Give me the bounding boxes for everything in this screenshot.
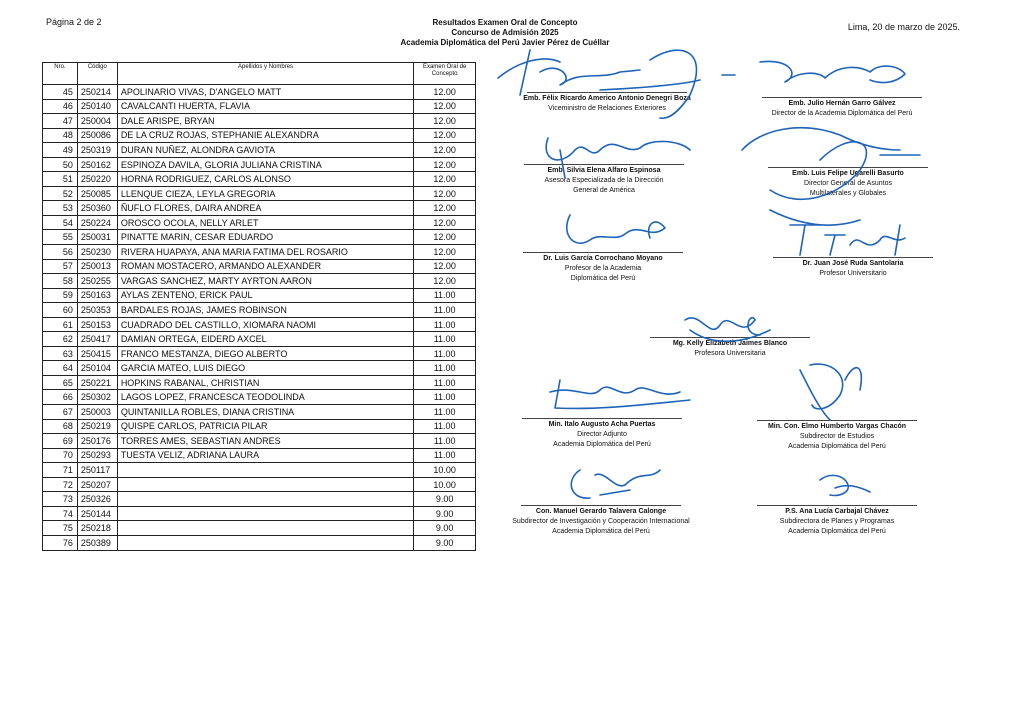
row-code: 250144 [77, 506, 117, 521]
row-number: 68 [43, 419, 78, 434]
row-code: 250319 [77, 143, 117, 158]
row-code: 250293 [77, 448, 117, 463]
row-name: HORNA RODRIGUEZ, CARLOS ALONSO [117, 172, 413, 187]
row-code: 250104 [77, 361, 117, 376]
signature-stroke-11 [820, 475, 870, 495]
row-code: 250163 [77, 288, 117, 303]
row-number: 45 [43, 85, 78, 100]
row-code: 250162 [77, 157, 117, 172]
row-name: HOPKINS RABANAL, CHRISTIAN [117, 375, 413, 390]
row-name: RIVERA HUAPAYA, ANA MARIA FATIMA DEL ROSARIO [117, 245, 413, 260]
signatory-role: Subdirector de Investigación y Cooperación Internacional [512, 518, 690, 525]
row-score: 11.00 [414, 434, 476, 449]
row-code: 250176 [77, 434, 117, 449]
header-examen: Examen Oral de Concepto [414, 63, 476, 85]
row-score: 12.00 [414, 172, 476, 187]
row-score: 12.00 [414, 99, 476, 114]
row-score: 11.00 [414, 419, 476, 434]
signatory-role-2: Academia Diplomática del Perú [788, 528, 886, 535]
row-number: 54 [43, 215, 78, 230]
signatory-role: Viceministro de Relaciones Exteriores [548, 105, 666, 112]
row-code: 250389 [77, 535, 117, 550]
row-code: 250353 [77, 303, 117, 318]
row-name: AYLAS ZENTENO, ERICK PAUL [117, 288, 413, 303]
signature-stroke-5 [567, 215, 665, 243]
row-number: 63 [43, 346, 78, 361]
row-number: 67 [43, 405, 78, 420]
row-name: FRANCO MESTANZA, DIEGO ALBERTO [117, 346, 413, 361]
row-name: ESPINOZA DAVILA, GLORIA JULIANA CRISTINA [117, 157, 413, 172]
row-number: 49 [43, 143, 78, 158]
row-number: 59 [43, 288, 78, 303]
row-score: 12.00 [414, 215, 476, 230]
row-score: 11.00 [414, 405, 476, 420]
signatory-role-2: Academia Diplomática del Perú [552, 528, 650, 535]
row-name: ÑUFLO FLORES, DAIRA ANDREA [117, 201, 413, 216]
row-number: 50 [43, 157, 78, 172]
row-number: 74 [43, 506, 78, 521]
row-score: 11.00 [414, 332, 476, 347]
row-code: 250302 [77, 390, 117, 405]
row-score: 12.00 [414, 230, 476, 245]
row-code: 250230 [77, 245, 117, 260]
row-score: 11.00 [414, 361, 476, 376]
row-name: CUADRADO DEL CASTILLO, XIOMARA NAOMI [117, 317, 413, 332]
signatory-role-2: Multilaterales y Globales [809, 190, 887, 197]
row-name: VARGAS SANCHEZ, MARTY AYRTON AARON [117, 274, 413, 289]
row-code: 250255 [77, 274, 117, 289]
signatory-role: Profesora Universitaria [694, 350, 766, 357]
row-code: 250117 [77, 463, 117, 478]
row-number: 61 [43, 317, 78, 332]
signatory-role: Subdirectora de Planes y Programas [779, 518, 895, 525]
row-score: 12.00 [414, 259, 476, 274]
row-code: 250207 [77, 477, 117, 492]
signatory-name: Con. Manuel Gerardo Talavera Calonge [535, 508, 667, 515]
row-code: 250214 [77, 85, 117, 100]
row-name: PINATTE MARIN, CESAR EDUARDO [117, 230, 413, 245]
row-score: 10.00 [414, 463, 476, 478]
row-score: 12.00 [414, 245, 476, 260]
row-score: 9.00 [414, 506, 476, 521]
row-code: 250085 [77, 186, 117, 201]
row-score: 9.00 [414, 492, 476, 507]
row-number: 57 [43, 259, 78, 274]
row-code: 250326 [77, 492, 117, 507]
row-name: LAGOS LOPEZ, FRANCESCA TEODOLINDA [117, 390, 413, 405]
signature-stroke-2 [722, 61, 905, 82]
signature-stroke-3 [546, 138, 690, 178]
row-score: 12.00 [414, 201, 476, 216]
row-number: 51 [43, 172, 78, 187]
row-number: 60 [43, 303, 78, 318]
signatory-name: Dr. Juan José Ruda Santolaria [802, 260, 904, 267]
row-number: 66 [43, 390, 78, 405]
signature-stroke-9 [800, 364, 861, 420]
signature-stroke-1 [498, 50, 700, 118]
signature-stroke-8 [550, 380, 690, 408]
row-score: 11.00 [414, 317, 476, 332]
row-number: 73 [43, 492, 78, 507]
header-subtitle: Concurso de Admisión 2025 [451, 28, 559, 37]
page-number: Página 2 de 2 [46, 17, 102, 27]
row-name: TUESTA VELIZ, ADRIANA LAURA [117, 448, 413, 463]
row-number: 69 [43, 434, 78, 449]
row-score: 11.00 [414, 346, 476, 361]
row-code: 250086 [77, 128, 117, 143]
signatory-name: Emb. Julio Hernán Garro Gálvez [788, 100, 896, 107]
row-code: 250218 [77, 521, 117, 536]
row-code: 250140 [77, 99, 117, 114]
row-number: 55 [43, 230, 78, 245]
row-number: 56 [43, 245, 78, 260]
row-number: 64 [43, 361, 78, 376]
signatory-role: Director Adjunto [577, 431, 627, 438]
row-code: 250004 [77, 114, 117, 129]
row-name: DURAN NUÑEZ, ALONDRA GAVIOTA [117, 143, 413, 158]
signature-stroke-6 [790, 225, 905, 255]
signature-stroke-10 [571, 470, 660, 498]
row-code: 250360 [77, 201, 117, 216]
row-number: 52 [43, 186, 78, 201]
row-name: CAVALCANTI HUERTA, FLAVIA [117, 99, 413, 114]
signatory-role: Subdirector de Estudios [799, 433, 875, 440]
row-code: 250415 [77, 346, 117, 361]
row-name: TORRES AMES, SEBASTIAN ANDRES [117, 434, 413, 449]
row-code: 250153 [77, 317, 117, 332]
row-score: 12.00 [414, 274, 476, 289]
row-name: LLENQUE CIEZA, LEYLA GREGORIA [117, 186, 413, 201]
row-name: OROSCO OCOLA, NELLY ARLET [117, 215, 413, 230]
signatory-name: Mg. Kelly Elizabeth Jaimes Blanco [672, 340, 788, 347]
row-name: QUINTANILLA ROBLES, DIANA CRISTINA [117, 405, 413, 420]
row-name: ROMAN MOSTACERO, ARMANDO ALEXANDER [117, 259, 413, 274]
signatory-name: Emb. Silvia Elena Alfaro Espinosa [547, 167, 661, 174]
row-name: QUISPE CARLOS, PATRICIA PILAR [117, 419, 413, 434]
row-code: 250417 [77, 332, 117, 347]
signatory-name: Emb. Luis Felipe Ugarelli Basurto [792, 170, 904, 177]
header-nro: Nro. [43, 63, 78, 85]
signature-stroke-4 [742, 128, 920, 225]
row-number: 46 [43, 99, 78, 114]
row-name: DAMIAN ORTEGA, EIDERD AXCEL [117, 332, 413, 347]
row-score: 12.00 [414, 186, 476, 201]
row-number: 76 [43, 535, 78, 550]
row-code: 250219 [77, 419, 117, 434]
signature-stroke-7 [685, 318, 770, 342]
header-institution: Academia Diplomática del Perú Javier Pérez de Cuéllar [400, 38, 610, 47]
row-score: 9.00 [414, 535, 476, 550]
row-name: DE LA CRUZ ROJAS, STEPHANIE ALEXANDRA [117, 128, 413, 143]
signatory-role: Asesora Especializada de la Dirección [544, 177, 664, 184]
header-codigo: Código [77, 63, 117, 85]
row-number: 48 [43, 128, 78, 143]
row-number: 72 [43, 477, 78, 492]
signatory-name: Min. Italo Augusto Acha Puertas [548, 421, 656, 428]
row-name: APOLINARIO VIVAS, D'ANGELO MATT [117, 85, 413, 100]
signatory-role-2: Academia Diplomática del Perú [788, 443, 886, 450]
row-code: 250220 [77, 172, 117, 187]
document-date: Lima, 20 de marzo de 2025. [847, 22, 960, 32]
row-code: 250003 [77, 405, 117, 420]
row-score: 11.00 [414, 288, 476, 303]
header-title: Resultados Examen Oral de Concepto [432, 18, 578, 27]
row-score: 12.00 [414, 85, 476, 100]
row-score: 9.00 [414, 521, 476, 536]
row-score: 11.00 [414, 303, 476, 318]
signatory-role: Director General de Asuntos [804, 180, 892, 187]
header-nombres: Apellidos y Nombres [117, 63, 413, 85]
row-number: 65 [43, 375, 78, 390]
signatory-name: P.S. Ana Lucía Carbajal Chávez [785, 508, 889, 515]
signatory-role: Director de la Academia Diplomática del Perú [771, 110, 913, 117]
row-score: 10.00 [414, 477, 476, 492]
row-score: 12.00 [414, 143, 476, 158]
row-number: 53 [43, 201, 78, 216]
row-code: 250224 [77, 215, 117, 230]
row-score: 12.00 [414, 114, 476, 129]
row-number: 47 [43, 114, 78, 129]
row-score: 11.00 [414, 448, 476, 463]
signatory-role-2: Academia Diplomática del Perú [553, 441, 651, 448]
row-code: 250031 [77, 230, 117, 245]
signatory-name: Dr. Luis García Corrochano Moyano [543, 255, 663, 262]
row-score: 12.00 [414, 157, 476, 172]
row-score: 11.00 [414, 375, 476, 390]
row-number: 58 [43, 274, 78, 289]
row-score: 11.00 [414, 390, 476, 405]
row-score: 12.00 [414, 128, 476, 143]
row-name: BARDALES ROJAS, JAMES ROBINSON [117, 303, 413, 318]
signatory-name: Min. Con. Elmo Humberto Vargas Chacón [767, 423, 907, 430]
row-number: 62 [43, 332, 78, 347]
row-number: 70 [43, 448, 78, 463]
signatory-role: Profesor Universitario [819, 270, 887, 277]
signatory-role: Profesor de la Academia [564, 265, 642, 272]
row-name: DALE ARISPE, BRYAN [117, 114, 413, 129]
row-number: 75 [43, 521, 78, 536]
signatory-role-2: General de América [573, 187, 635, 194]
row-name: GARCIA MATEO, LUIS DIEGO [117, 361, 413, 376]
row-number: 71 [43, 463, 78, 478]
row-code: 250221 [77, 375, 117, 390]
signatory-name: Emb. Félix Ricardo Americo Antonio Denegri Boza [523, 95, 691, 102]
row-code: 250013 [77, 259, 117, 274]
signatory-role-2: Diplomática del Perú [570, 275, 636, 282]
